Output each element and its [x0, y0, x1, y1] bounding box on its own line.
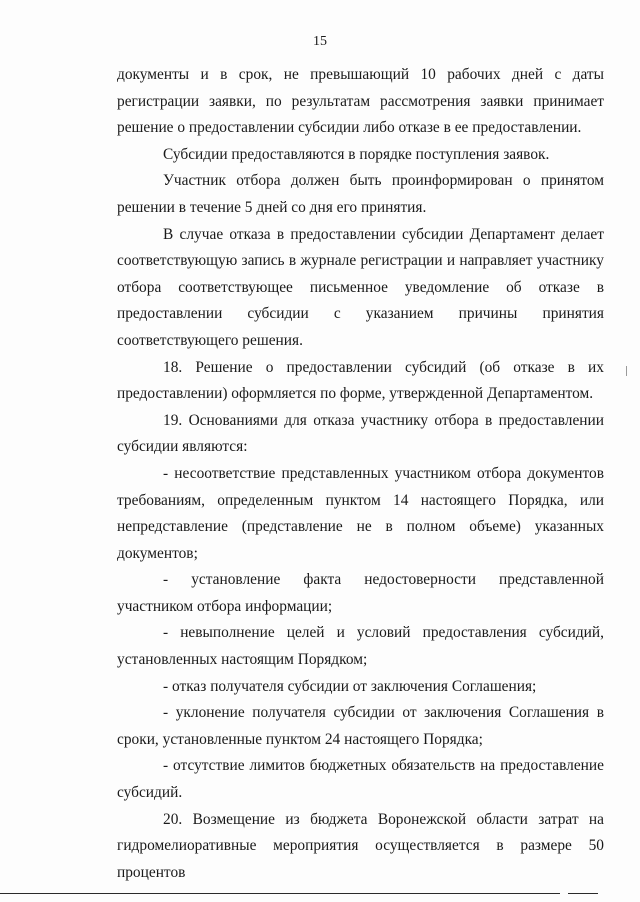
- paragraph-item-19: 19. Основаниями для отказа участнику отбора в предоставлении субсидии являются:: [117, 411, 604, 456]
- paragraph-order-of-applications: Субсидии предоставляются в порядке поступления заявок.: [163, 145, 550, 163]
- paragraph-notification: Участник отбора должен быть проинформирован о принятом решении в течение 5 дней со дня его принятия.: [117, 172, 604, 216]
- list-item-agreement-refusal: - отказ получателя субсидии от заключения Соглашения;: [163, 677, 537, 695]
- scan-bottom-rule: [0, 893, 560, 894]
- paragraph-continuation: документы и в срок, не превышающий 10 рабочих дней с даты регистрации заявки, по результатам рассмотрения заявки принимает решение о предоставлении субсидии либо отказе в ее предоставлении.: [117, 66, 604, 137]
- paragraph-item-18: 18. Решение о предоставлении субсидий (об отказе в их предоставлении) оформляется по форме, утвержденной Департаментом.: [117, 358, 604, 403]
- list-item-agreement-evasion: - уклонение получателя субсидии от заключения Соглашения в сроки, установленные пунктом 24 настоящего Порядка;: [117, 704, 604, 748]
- list-item-no-budget-limits: - отсутствие лимитов бюджетных обязательств на предоставление субсидий.: [117, 757, 604, 802]
- paragraph-item-20: 20. Возмещение из бюджета Воронежской области затрат на гидромелиоративные мероприятия осуществляется в размере 50 процентов: [117, 810, 604, 881]
- scan-bottom-rule-segment: [568, 893, 598, 894]
- paragraph-refusal-record: В случае отказа в предоставлении субсидии Департамент делает соответствующую запись в журнале регистрации и направляет участнику отбора соответствующее письменное уведомление об отказе в предоставлении субсидии с указанием причины принятия соответствующего решения.: [117, 225, 604, 349]
- scan-margin-mark: [626, 366, 627, 376]
- list-item-false-information: - установление факта недостоверности представленной участником отбора информации;: [117, 571, 604, 615]
- page-number: 15: [313, 34, 327, 49]
- document-body: [117, 62, 604, 886]
- list-item-unmet-goals: - невыполнение целей и условий предоставления субсидий, установленных настоящим Порядком;: [117, 624, 604, 669]
- list-item-document-mismatch: - несоответствие представленных участником отбора документов требованиям, определенным пунктом 14 настоящего Порядка, или непредставление (представление не в полном объеме) указанных документов;: [117, 464, 604, 562]
